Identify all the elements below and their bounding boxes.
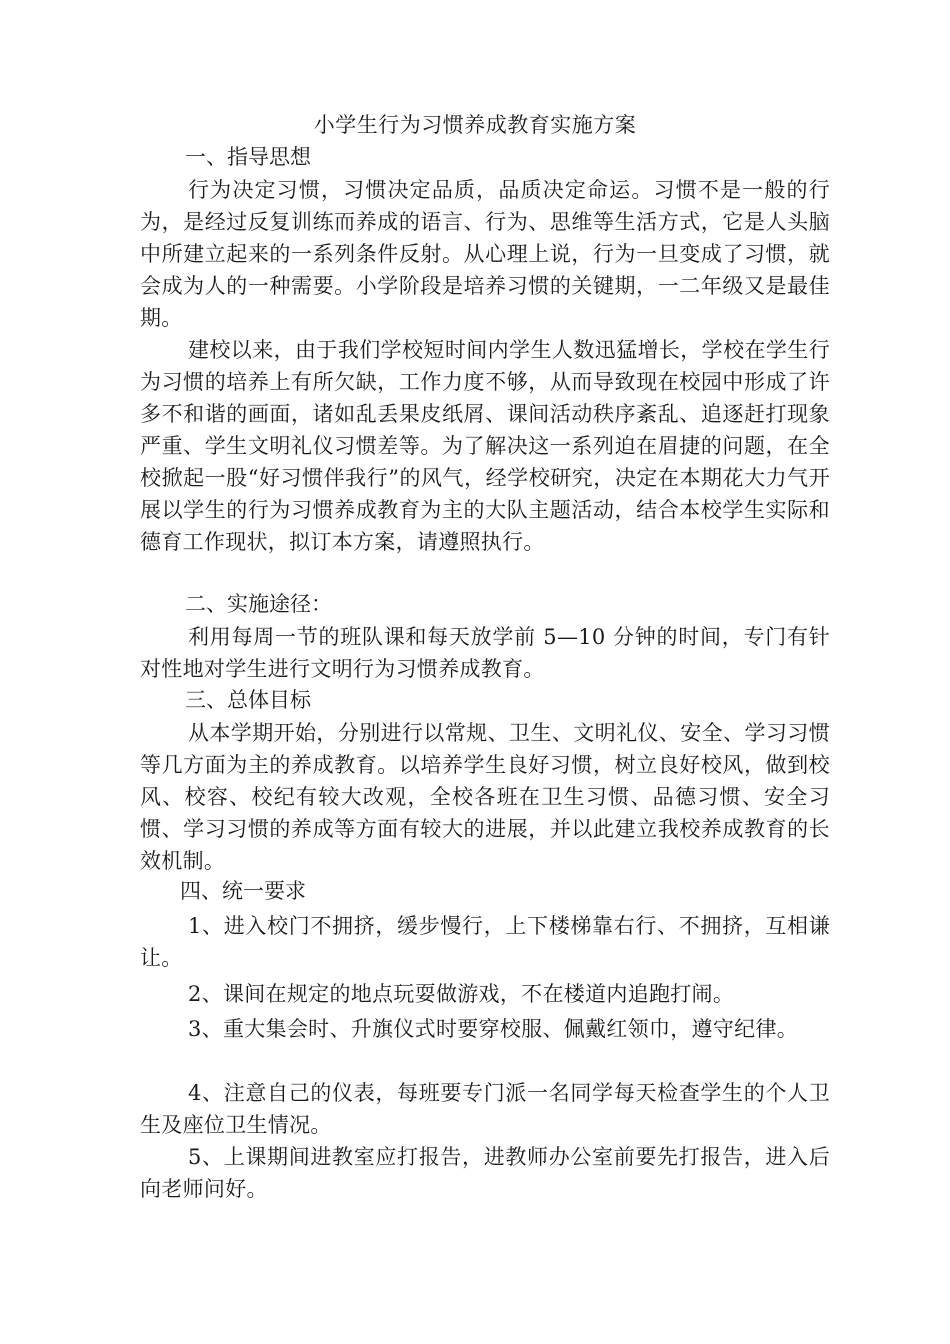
requirement-item-1: 1、进入校门不拥挤，缓步慢行，上下楼梯靠右行、不拥挤，互相谦让。 — [140, 914, 830, 970]
section-heading-guiding-ideology: 一、指导思想 — [185, 145, 311, 169]
requirement-item-4: 4、注意自己的仪表，每班要专门派一名同学每天检查学生的个人卫生及座位卫生情况。 — [140, 1081, 830, 1137]
section-heading-overall-goal: 三、总体目标 — [185, 688, 311, 712]
paragraph-overall-goal: 从本学期开始，分别进行以常规、卫生、文明礼仪、安全、学习习惯等几方面为主的养成教育。以培养学生良好习惯，树立良好校风，做到校风、校容、校纪有较大改观，全校各班在卫生习惯、品德习惯、安全习惯、学习习惯的养成等方面有较大的进展，并以此建立我校养成教育的长效机制。 — [140, 721, 830, 873]
requirement-item-3: 3、重大集会时、升旗仪式时要穿校服、佩戴红领巾，遵守纪律。 — [188, 1017, 799, 1041]
requirement-item-5: 5、上课期间进教室应打报告，进教师办公室前要先打报告，进入后向老师问好。 — [140, 1145, 830, 1201]
paragraph-guiding-ideology-2: 建校以来，由于我们学校短时间内学生人数迅猛增长，学校在学生行为习惯的培养上有所欠缺，工作力度不够，从而导致现在校园中形成了许多不和谐的画面，诸如乱丢果皮纸屑、课间活动秩序紊乱、追逐赶打现象严重、学生文明礼仪习惯差等。为了解决这一系列迫在眉捷的问题，在全校掀起一股“好习惯伴我行”的风气，经学校研究，决定在本期花大力气开展以学生的行为习惯养成教育为主的大队主题活动，结合本校学生实际和德育工作现状，拟订本方案，请遵照执行。 — [140, 338, 830, 554]
section-heading-implementation: 二、实施途径： — [185, 592, 332, 616]
document-title: 小学生行为习惯养成教育实施方案 — [313, 113, 637, 137]
paragraph-guiding-ideology-1: 行为决定习惯，习惯决定品质，品质决定命运。习惯不是一般的行为，是经过反复训练而养成的语言、行为、思维等生活方式，它是人头脑中所建立起来的一系列条件反射。从心理上说，行为一旦变成了习惯，就会成为人的一种需要。小学阶段是培养习惯的关键期，一二年级又是最佳期。 — [140, 178, 830, 330]
section-heading-requirements: 四、统一要求 — [180, 879, 306, 903]
requirement-item-2: 2、课间在规定的地点玩耍做游戏，不在楼道内追跑打闹。 — [188, 982, 735, 1006]
paragraph-implementation: 利用每周一节的班队课和每天放学前 5—10 分钟的时间，专门有针对性地对学生进行文明行为习惯养成教育。 — [140, 625, 830, 681]
